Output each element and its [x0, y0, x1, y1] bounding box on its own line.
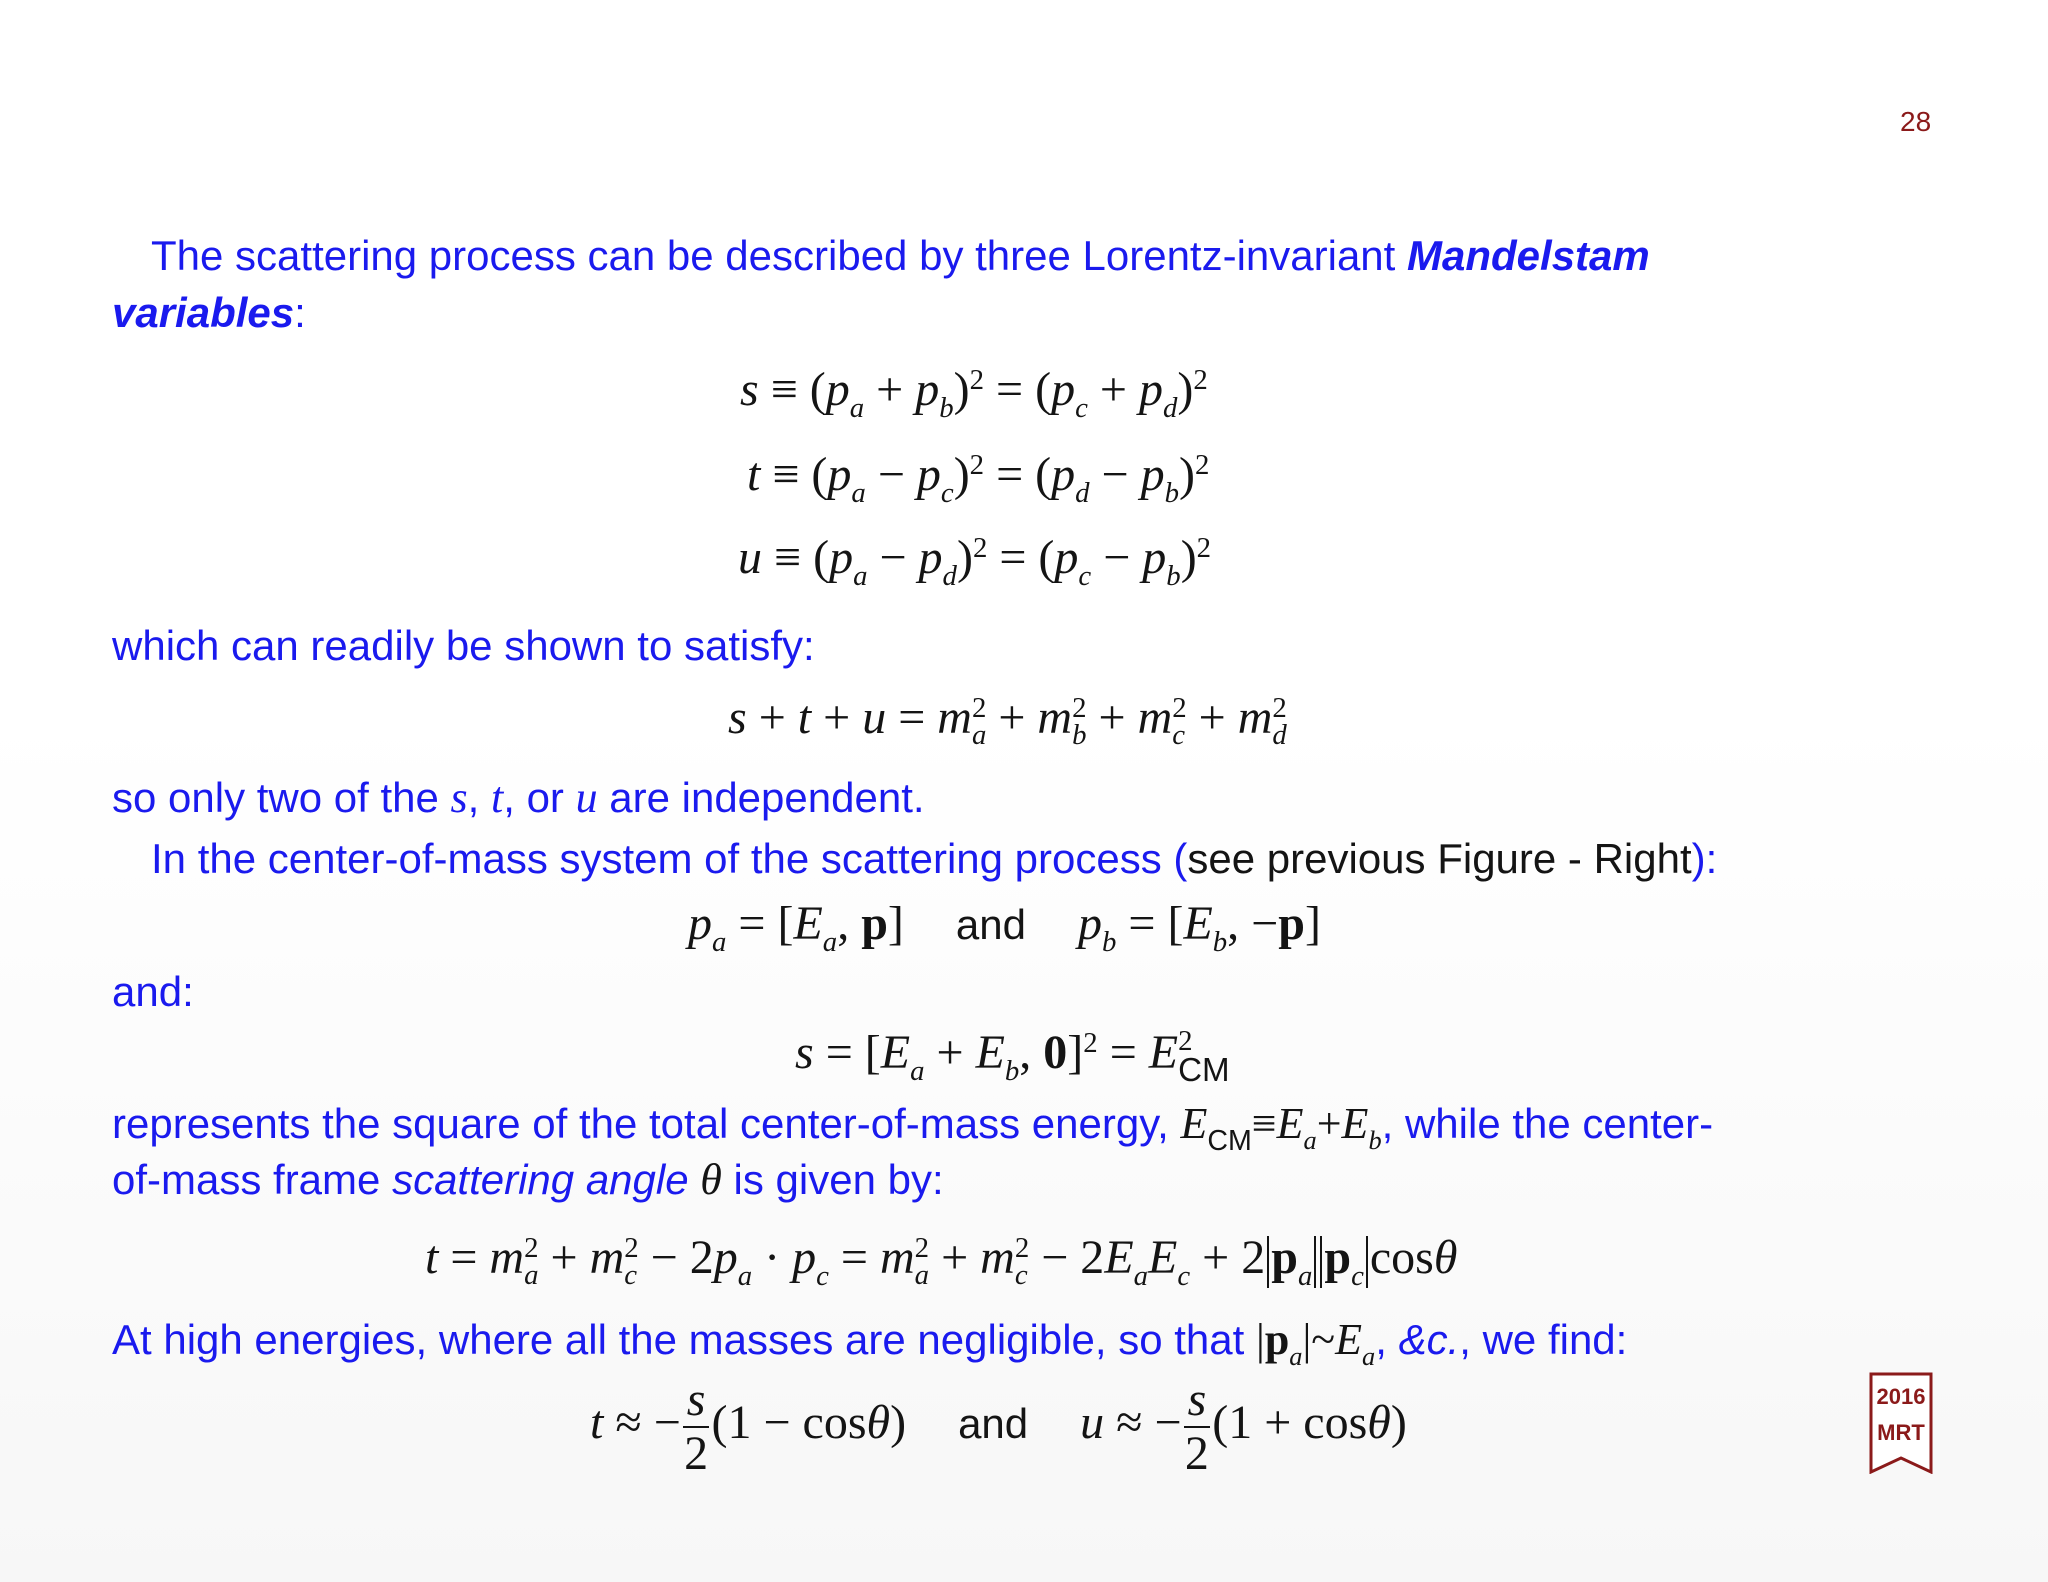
satisfy-text: which can readily be shown to satisfy: — [112, 622, 815, 669]
equation-momenta: $p_a = [E_a$, p] and $p_b = [E_b$, −p] — [688, 897, 1321, 959]
high-energy-post: , we find: — [1459, 1316, 1628, 1363]
ecm-expression: $E_{CM}\equiv E_a+E_b$ — [1180, 1099, 1382, 1157]
equation-s-content: $s \equiv (p_a + p_b)^2 = (p_c + p_d)^2$ — [740, 363, 1208, 425]
badge-initials: MRT — [1877, 1420, 1925, 1445]
and-word-1: and — [955, 901, 1026, 948]
cm-system-line — [151, 831, 1717, 887]
intro-colon: : — [294, 289, 306, 336]
fraction-s-over-2-b: $\frac{s}{2}$ — [1184, 1373, 1209, 1480]
independent-mid: , or — [503, 774, 576, 821]
equation-s — [740, 362, 1208, 425]
mrt-badge — [1869, 1372, 1933, 1479]
high-energy-line: At high energies, where all the masses are negligible, so that $|p_a|\sim E_a$, &c., we find: — [112, 1315, 1628, 1372]
momentum-approx: $|p_a|\sim E_a$ — [1256, 1315, 1376, 1372]
figure-reference: see previous Figure - Right — [1187, 835, 1692, 882]
equation-t-full: t = m 2 a + m 2 c − $2p_a \cdot p_c = m$ 2 a + m 2 c − $2E_aE_c + 2$ $p_a$ $p_c$ cosθ — [425, 1231, 1458, 1293]
energy-post: , while the center- — [1381, 1100, 1714, 1147]
mandelstam-term: Mandelstam — [1407, 232, 1650, 279]
equation-t — [747, 447, 1210, 510]
independent-comma: , — [467, 774, 491, 821]
var-t: t — [491, 773, 504, 822]
var-u: u — [575, 773, 598, 822]
independent-post: are independent. — [597, 774, 925, 821]
angle-post: is given by: — [721, 1156, 944, 1203]
var-s: s — [450, 773, 468, 822]
theta-symbol: θ — [700, 1155, 722, 1204]
angle-pre: of-mass frame — [112, 1156, 393, 1203]
energy-pre: represents the square of the total center-of-mass energy, — [112, 1100, 1181, 1147]
badge-year: 2016 — [1876, 1384, 1926, 1409]
intro-line-1 — [151, 228, 1650, 284]
intro-line-2 — [112, 285, 306, 341]
bookmark-badge-icon — [1869, 1372, 1933, 1474]
equation-approx: t ≈ − $\frac{s}{2}$ (1 − cosθ) and u ≈ − $\frac{s}{2}$ (1 + cosθ) — [590, 1373, 1407, 1480]
energy-line-1 — [112, 1096, 1713, 1157]
equation-u — [738, 530, 1212, 593]
equation-s-cm: $s = [E_a + E_b$, 0]$^2$ = E 2 CM — [795, 1024, 1230, 1089]
etc-text: &c. — [1398, 1316, 1460, 1363]
energy-line-2 — [112, 1152, 944, 1208]
high-energy-pre: At high energies, where all the masses are negligible, so that — [112, 1316, 1256, 1363]
cm-line-close: ): — [1691, 835, 1718, 882]
and-colon: and: — [112, 968, 194, 1015]
equation-t-content: $t \equiv (p_a - p_c)^2 = (p_d - p_b)^2$ — [747, 448, 1210, 510]
equation-u-content: $u \equiv (p_a - p_d)^2 = (p_c - p_b)^2$ — [738, 531, 1212, 593]
and-word-2: and — [958, 1400, 1029, 1448]
independent-line — [112, 770, 925, 826]
page-number: 28 — [1900, 106, 1932, 137]
cm-line-text: In the center-of-mass system of the scattering process ( — [151, 835, 1188, 882]
fraction-s-over-2-a: $\frac{s}{2}$ — [684, 1373, 709, 1480]
variables-term: variables — [112, 289, 295, 336]
intro-text: The scattering process can be described by three Lorentz-invariant — [151, 232, 1408, 279]
scattering-angle-term: scattering angle — [392, 1156, 689, 1203]
equation-sum: s + t + u = m 2 a + m 2 b + m 2 c + m 2 d — [728, 691, 1287, 751]
independent-pre: so only two of the — [112, 774, 451, 821]
